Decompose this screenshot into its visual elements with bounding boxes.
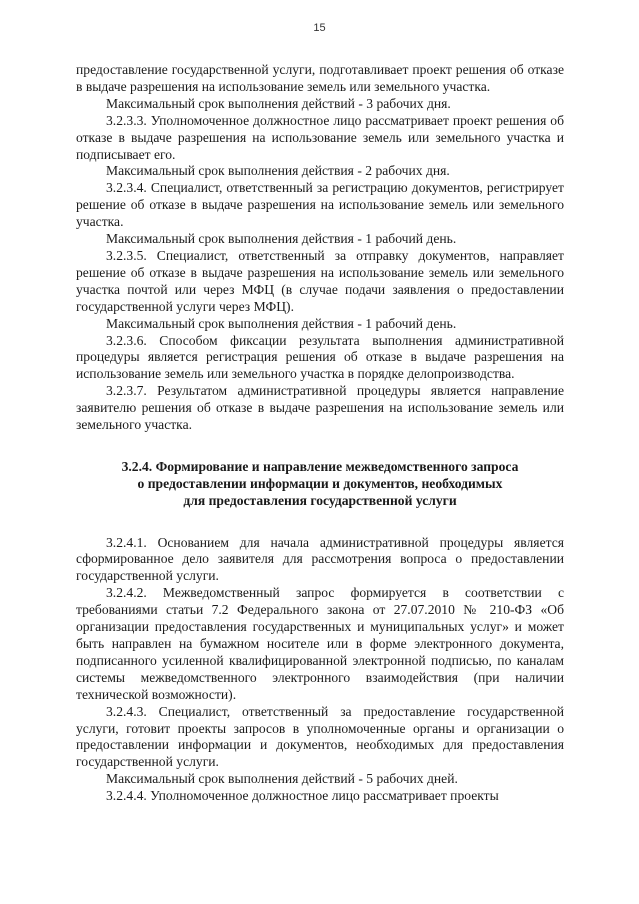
paragraph: 3.2.4.2. Межведомственный запрос формируется в соответствии с требованиями статьи 7.2 Федерального закона от 27.07.2010 № 210-ФЗ «Об организации предоставления государственных и муниципальных услуг» и может быть направлен на бумажном носителе или в форме электронного документа, подписанного усиленной квалифицированной электронной подписью, по каналам системы межведомственного электронного взаимодействия (при наличии технической возможности). (76, 585, 564, 702)
paragraph: 3.2.3.4. Специалист, ответственный за регистрацию документов, регистрирует решение об отказе в выдаче разрешения на использование земель или земельного участка. (76, 180, 564, 230)
paragraph: Максимальный срок выполнения действий - 3 рабочих дня. (106, 95, 451, 111)
paragraph: 3.2.3.7. Результатом административной процедуры является направление заявителю решения об отказе в выдаче разрешения на использование земель или земельного участка. (76, 383, 564, 433)
section-heading-line: о предоставлении информации и документов, необходимых (137, 476, 503, 492)
paragraph-cut-off: 3.2.4.4. Уполномоченное должностное лицо рассматривает проекты (106, 788, 499, 804)
paragraph-continuation: предоставление государственной услуги, подготавливает проект решения об отказе в выдаче разрешения на использование земель или земельного участка. (76, 62, 564, 94)
section-heading-line: для предоставления государственной услуги (183, 493, 457, 509)
page-number: 15 (313, 22, 326, 34)
paragraph: 3.2.3.3. Уполномоченное должностное лицо рассматривает проект решения об отказе в выдаче разрешения на использование земель или земельного участка и подписывает его. (76, 112, 564, 162)
paragraph: 3.2.4.3. Специалист, ответственный за предоставление государственной услуги, готовит проекты запросов в уполномоченные органы и организации о предоставлении информации и документов, необходимых для предоставления государственной услуги. (76, 703, 564, 770)
paragraph: Максимальный срок выполнения действий - 5 рабочих дней. (106, 771, 458, 787)
paragraph: 3.2.4.1. Основанием для начала административной процедуры является сформированное дело заявителя для рассмотрения вопроса о предоставлении государственной услуги. (76, 534, 564, 584)
section-heading (76, 458, 564, 510)
paragraph: Максимальный срок выполнения действия - 1 рабочий день. (106, 315, 457, 331)
paragraph: Максимальный срок выполнения действия - 1 рабочий день. (106, 231, 457, 247)
section-heading-line: 3.2.4. Формирование и направление межведомственного запроса (121, 458, 519, 474)
paragraph: 3.2.3.6. Способом фиксации результата выполнения административной процедуры является регистрация решения об отказе в выдаче разрешения на использование земель или земельного участка в порядке делопроизводства. (76, 332, 564, 382)
paragraph: 3.2.3.5. Специалист, ответственный за отправку документов, направляет решение об отказе в выдаче разрешения на использование земель или земельного участка почтой или через МФЦ (в случае подачи заявления о предоставлении государственной услуги через МФЦ). (76, 247, 564, 314)
paragraph: Максимальный срок выполнения действия - 2 рабочих дня. (106, 163, 450, 179)
document-body (76, 62, 564, 805)
